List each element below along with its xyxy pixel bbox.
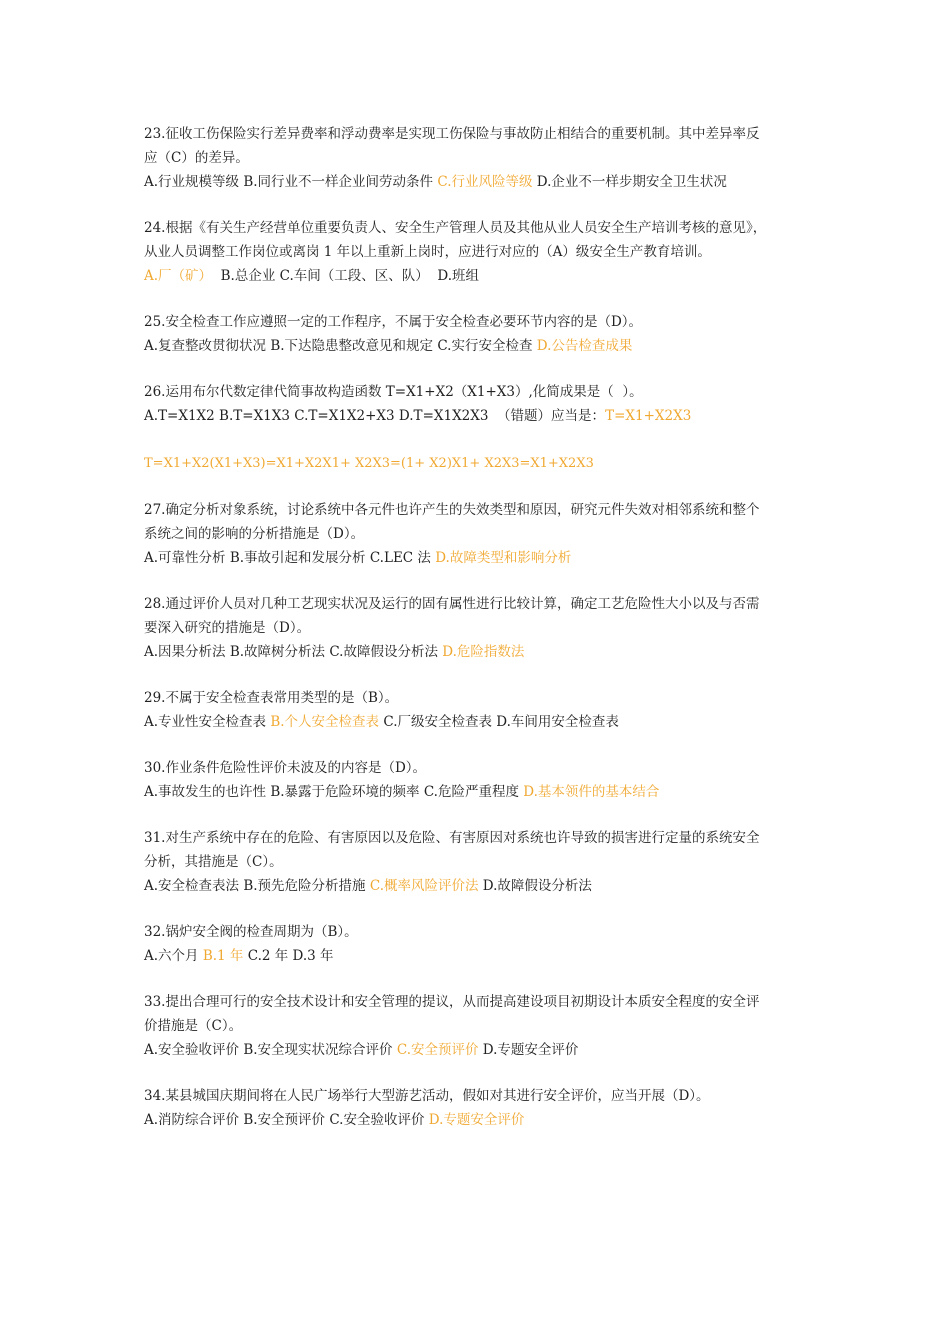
- correct-answer: A.厂（矿）: [144, 268, 213, 284]
- question-options: [144, 170, 816, 194]
- options-text: A.安全检查表法 B.预先危险分析措施: [144, 878, 370, 894]
- question-stem-line: 23.征收工伤保险实行差异费率和浮动费率是实现工伤保险与事故防止相结合的重要机制。其中差异率反: [144, 126, 760, 142]
- options-text: A.事故发生的也许性 B.暴露于危险环境的频率 C.危险严重程度: [144, 784, 524, 800]
- question-stem-line: 33.提出合理可行的安全技术设计和安全管理的提议，从而提高建设项目初期设计本质安全程度的安全评: [144, 994, 760, 1010]
- correct-answer: D.专题安全评价: [428, 1112, 525, 1128]
- question-stem-line: 要深入研究的措施是（D）。: [144, 620, 311, 636]
- question-options: [144, 710, 816, 734]
- question-stem-line: 25.安全检查工作应遵照一定的工作程序，不属于安全检查必要环节内容的是（D）。: [144, 314, 643, 330]
- correct-answer: D.危险指数法: [442, 644, 525, 660]
- question-stem-line: 应（C）的差异。: [144, 150, 249, 166]
- options-text: C.2 年 D.3 年: [243, 948, 334, 964]
- question-block: [144, 756, 816, 804]
- correct-answer: C.安全预评价: [396, 1042, 479, 1058]
- question-options: [144, 1108, 816, 1132]
- question-block: [144, 216, 816, 288]
- options-text: D.企业不一样步期安全卫生状况: [532, 174, 727, 190]
- question-block: [144, 498, 816, 570]
- options-text: D.故障假设分析法: [478, 878, 592, 894]
- correct-answer: D.基本领件的基本结合: [523, 784, 660, 800]
- question-stem-line: 系统之间的影响的分析措施是（D）。: [144, 526, 365, 542]
- options-text: A.六个月: [144, 948, 203, 964]
- question-stem-line: 24.根据《有关生产经营单位重要负责人、安全生产管理人员及其他从业人员安全生产培训考核的意见》，: [144, 220, 767, 236]
- question-options: [144, 640, 816, 664]
- options-text: A.T=X1X2 B.T=X1X3 C.T=X1X2+X3 D.T=X1X2X3 （错题）应当是：: [144, 408, 606, 424]
- question-block: [144, 686, 816, 734]
- question-options: [144, 780, 816, 804]
- question-options: [144, 546, 816, 570]
- options-text: B.总企业 C.车间（工段、区、队） D.班组: [212, 268, 479, 284]
- options-text: C.厂级安全检查表 D.车间用安全检查表: [379, 714, 619, 730]
- options-text: A.安全验收评价 B.安全现实状况综合评价: [144, 1042, 397, 1058]
- question-stem-line: 31.对生产系统中存在的危险、有害原因以及危险、有害原因对系统也许导致的损害进行定量的系统安全: [144, 830, 760, 846]
- question-stem-line: 从业人员调整工作岗位或离岗 1 年以上重新上岗时，应进行对应的（A）级安全生产教育培训。: [144, 244, 711, 260]
- question-stem-line: 价措施是（C）。: [144, 1018, 243, 1034]
- question-stem-line: 28.通过评价人员对几种工艺现实状况及运行的固有属性进行比较计算，确定工艺危险性大小以及与否需: [144, 596, 760, 612]
- options-text: A.消防综合评价 B.安全预评价 C.安全验收评价: [144, 1112, 429, 1128]
- question-block: [144, 1084, 816, 1132]
- options-text: A.因果分析法 B.故障树分析法 C.故障假设分析法: [144, 644, 443, 660]
- question-block: [144, 826, 816, 898]
- correct-answer: D.公告检查成果: [536, 338, 633, 354]
- answer-derivation: T=X1+X2(X1+X3)=X1+X2X1+ X2X3=(1+ X2)X1+ X2X3=X1+X2X3: [144, 456, 594, 471]
- document-page: [144, 122, 816, 1154]
- options-text: A.可靠性分析 B.事故引起和发展分析 C.LEC 法: [144, 550, 436, 566]
- question-block: [144, 592, 816, 664]
- correct-answer: B.个人安全检查表: [270, 714, 380, 730]
- options-text: A.行业规模等级 B.同行业不一样企业间劳动条件: [144, 174, 438, 190]
- question-block: [144, 380, 816, 476]
- question-stem-line: 27.确定分析对象系统，讨论系统中各元件也许产生的失效类型和原因，研究元件失效对相邻系统和整个: [144, 502, 760, 518]
- question-stem-line: 26.运用布尔代数定律代简事故构造函数 T=X1+X2（X1+X3）,化简成果是（ ）。: [144, 384, 643, 400]
- correct-answer: B.1 年: [202, 948, 244, 964]
- options-text: A.复查整改贯彻状况 B.下达隐患整改意见和规定 C.实行安全检查: [144, 338, 537, 354]
- question-block: [144, 122, 816, 194]
- question-stem-line: 30.作业条件危险性评价未波及的内容是（D）。: [144, 760, 427, 776]
- correct-answer: C.概率风险评价法: [369, 878, 479, 894]
- question-block: [144, 310, 816, 358]
- correct-answer: C.行业风险等级: [437, 174, 533, 190]
- options-text: D.专题安全评价: [478, 1042, 579, 1058]
- correct-answer: D.故障类型和影响分析: [435, 550, 572, 566]
- question-options: [144, 874, 816, 898]
- question-options: [144, 1038, 816, 1062]
- question-options: [144, 944, 816, 968]
- question-stem-line: 32.锅炉安全阀的检查周期为（B）。: [144, 924, 358, 940]
- correct-answer: T=X1+X2X3: [605, 408, 692, 424]
- question-block: [144, 920, 816, 968]
- options-text: A.专业性安全检查表: [144, 714, 271, 730]
- question-options: [144, 264, 816, 288]
- question-stem-line: 29.不属于安全检查表常用类型的是（B）。: [144, 690, 399, 706]
- question-stem-line: 分析，其措施是（C）。: [144, 854, 283, 870]
- question-options: [144, 334, 816, 358]
- question-block: [144, 990, 816, 1062]
- question-options: [144, 404, 816, 428]
- question-stem-line: 34.某县城国庆期间将在人民广场举行大型游艺活动，假如对其进行安全评价，应当开展（D）。: [144, 1088, 710, 1104]
